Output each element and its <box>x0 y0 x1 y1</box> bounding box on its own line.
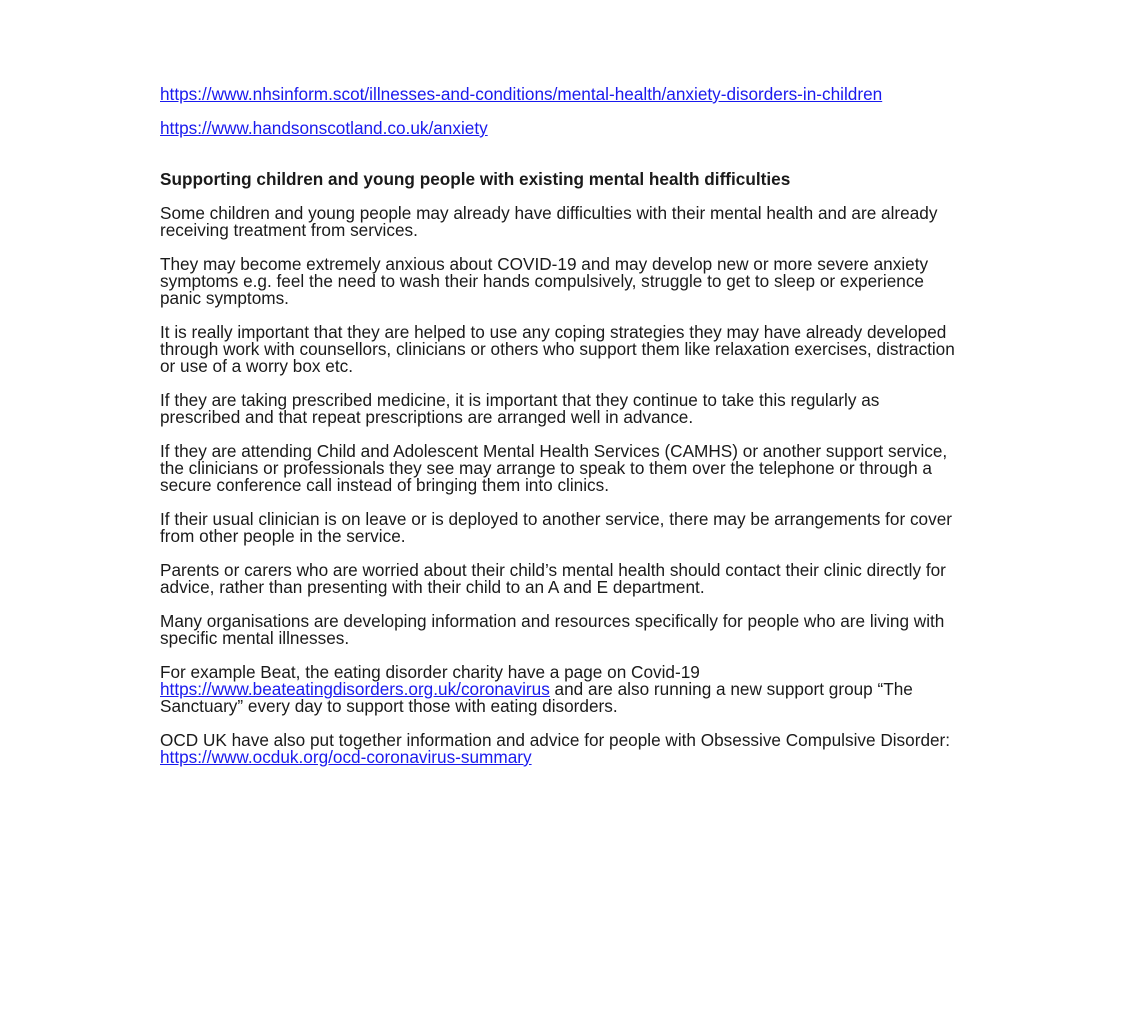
ocd-text-before: OCD UK have also put together information and advice for people with Obsessive Compulsive Disorder: <box>160 730 951 750</box>
document-page <box>160 86 960 783</box>
ocd-link[interactable]: https://www.ocduk.org/ocd-coronavirus-summary <box>160 747 532 767</box>
nhs-inform-link[interactable]: https://www.nhsinform.scot/illnesses-and-conditions/mental-health/anxiety-disorders-in-children <box>160 84 883 104</box>
beat-text-before: For example Beat, the eating disorder charity have a page on Covid-19 <box>160 662 700 682</box>
beat-link[interactable]: https://www.beateatingdisorders.org.uk/coronavirus <box>160 679 550 699</box>
ocd-paragraph <box>160 732 960 766</box>
link-paragraph <box>160 120 960 137</box>
beat-paragraph <box>160 664 960 715</box>
body-paragraph: Many organisations are developing information and resources specifically for people who are living with specific mental illnesses. <box>160 611 945 648</box>
beat-text-after: and are also running a new support group “The Sanctuary” every day to support those with eating disorders. <box>160 679 913 716</box>
body-paragraph: If their usual clinician is on leave or is deployed to another service, there may be arrangements for cover from other people in the service. <box>160 509 952 546</box>
link-paragraph <box>160 86 960 103</box>
body-paragraph: They may become extremely anxious about COVID-19 and may develop new or more severe anxiety symptoms e.g. feel the need to wash their hands compulsively, struggle to get to sleep or experience panic symptoms. <box>160 254 929 308</box>
hands-on-scotland-link[interactable]: https://www.handsonscotland.co.uk/anxiety <box>160 118 488 138</box>
body-paragraph: Parents or carers who are worried about their child’s mental health should contact their clinic directly for advice, rather than presenting with their child to an A and E department. <box>160 560 946 597</box>
body-paragraph: It is really important that they are helped to use any coping strategies they may have already developed through work with counsellors, clinicians or others who support them like relaxation exercises, distraction or use of a worry box etc. <box>160 322 955 376</box>
body-paragraph: If they are attending Child and Adolescent Mental Health Services (CAMHS) or another support service, the clinicians or professionals they see may arrange to speak to them over the telephone or through a secure conference call instead of bringing them into clinics. <box>160 441 948 495</box>
section-heading: Supporting children and young people with existing mental health difficulties <box>160 169 791 189</box>
body-paragraph: Some children and young people may already have difficulties with their mental health and are already receiving treatment from services. <box>160 203 938 240</box>
body-paragraph: If they are taking prescribed medicine, it is important that they continue to take this regularly as prescribed and that repeat prescriptions are arranged well in advance. <box>160 390 880 427</box>
